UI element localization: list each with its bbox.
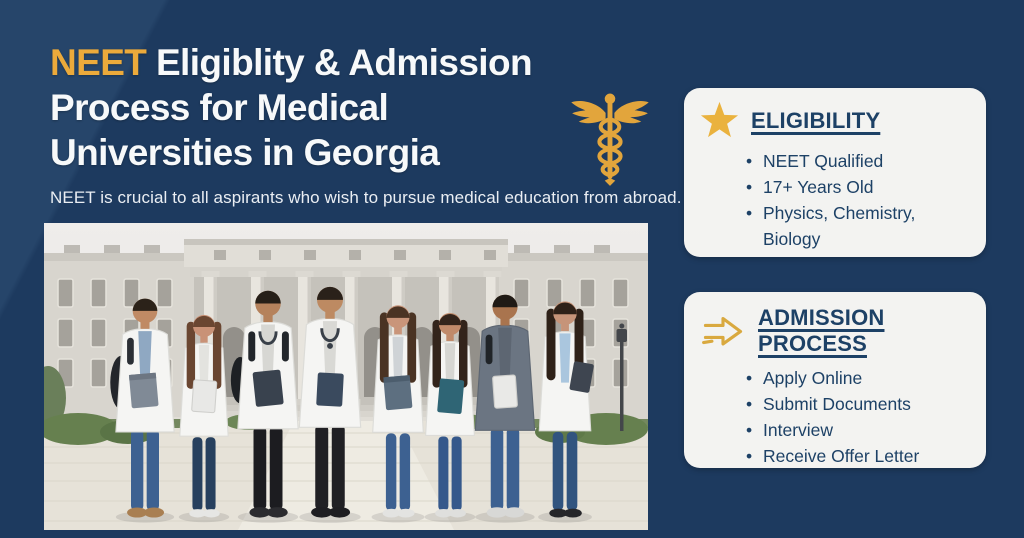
- subtitle: NEET is crucial to all aspirants who wish to pursue medical education from abroad.: [50, 188, 682, 207]
- students-scene: [44, 223, 648, 530]
- arrow-right-icon: [699, 312, 747, 350]
- eligibility-card-header: [699, 101, 972, 140]
- list-item: • Receive Offer Letter: [746, 443, 972, 469]
- eligibility-card: [684, 88, 986, 257]
- caduceus-icon: [566, 90, 654, 190]
- list-item: • Physics, Chemistry, Biology: [746, 200, 972, 252]
- eligibility-list: [746, 148, 972, 252]
- star-icon: [699, 101, 740, 140]
- students-photo: [44, 223, 648, 530]
- admission-card: [684, 292, 986, 468]
- title-line3: Universities in Georgia: [50, 132, 440, 173]
- eligibility-title: ELIGIBILITY: [751, 107, 881, 133]
- admission-title: ADMISSION PROCESS: [758, 305, 885, 356]
- list-item: • 17+ Years Old: [746, 174, 972, 200]
- admission-card-header: [699, 305, 972, 357]
- list-item: • Apply Online: [746, 365, 972, 391]
- list-item: • Interview: [746, 417, 972, 443]
- title-line1: Eligiblity & Admission: [146, 42, 532, 83]
- list-item: • NEET Qualified: [746, 148, 972, 174]
- title-accent-neet: NEET: [50, 42, 147, 83]
- list-item: • Submit Documents: [746, 391, 972, 417]
- admission-list: [746, 365, 972, 469]
- page-title: [50, 40, 532, 175]
- title-line2: Process for Medical: [50, 87, 389, 128]
